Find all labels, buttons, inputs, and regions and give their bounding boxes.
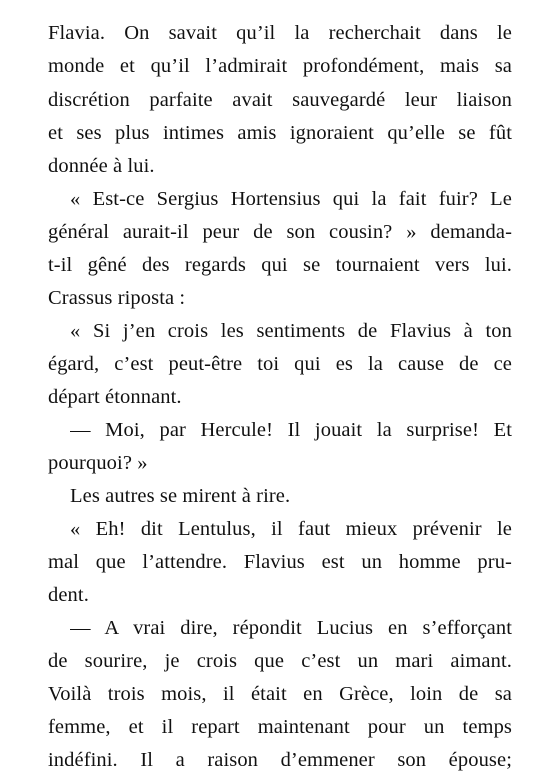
text-line-13: — Moi, par Hercule! Il jouait la surprise! Et	[70, 419, 512, 441]
text-line-8: t-il gêné des regards qui se tournaient vers lui.	[48, 254, 512, 276]
text-line-15: Les autres se mirent à rire.	[70, 485, 291, 507]
text-line-7: général aurait-il peur de son cousin? » demanda-	[48, 221, 512, 243]
text-line-10: « Si j’en crois les sentiments de Flavius à ton	[70, 320, 512, 342]
text-line-18: dent.	[48, 584, 89, 606]
text-line-4: et ses plus intimes amis ignoraient qu’elle se fût	[48, 122, 512, 144]
text-line-12: départ étonnant.	[48, 386, 182, 408]
text-line-5: donnée à lui.	[48, 155, 155, 177]
text-line-6: « Est-ce Sergius Hortensius qui la fait fuir? Le	[70, 188, 512, 210]
text-line-2: monde et qu’il l’admirait profondément, mais sa	[48, 55, 512, 77]
text-line-14: pourquoi? »	[48, 452, 148, 474]
text-line-20: de sourire, je crois que c’est un mari aimant.	[48, 650, 512, 672]
text-line-23: indéfini. Il a raison d’emmener son épouse;	[48, 749, 512, 771]
text-line-17: mal que l’attendre. Flavius est un homme pru-	[48, 551, 512, 573]
text-line-21: Voilà trois mois, il était en Grèce, loin de sa	[48, 683, 512, 705]
text-line-3: discrétion parfaite avait sauvegardé leur liaison	[48, 89, 512, 111]
text-line-11: égard, c’est peut-être toi qui es la cause de ce	[48, 353, 512, 375]
text-line-9: Crassus riposta :	[48, 287, 186, 309]
text-line-1: Flavia. On savait qu’il la recherchait dans le	[48, 22, 512, 44]
text-line-22: femme, et il repart maintenant pour un temps	[48, 716, 512, 738]
text-line-16: « Eh! dit Lentulus, il faut mieux prévenir le	[70, 518, 512, 540]
text-line-19: — A vrai dire, répondit Lucius en s’efforçant	[70, 617, 512, 639]
